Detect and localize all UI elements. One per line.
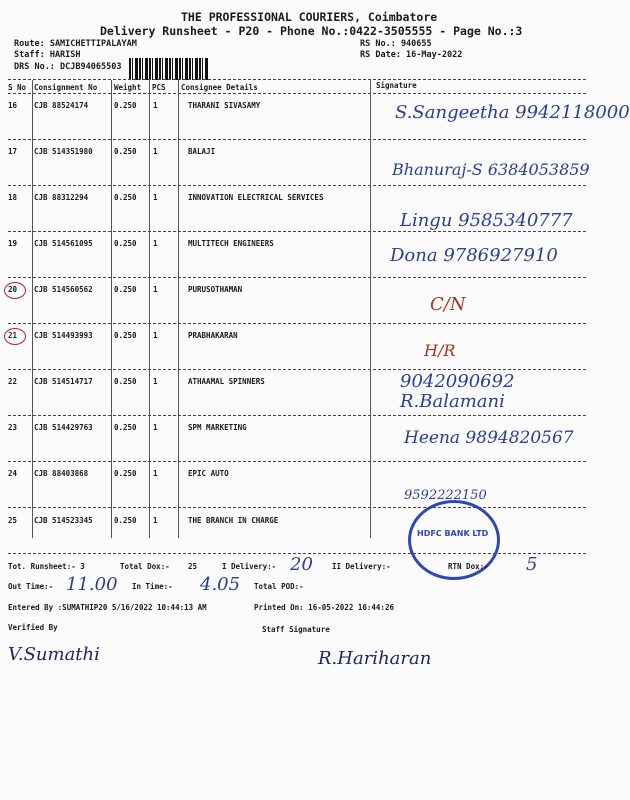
row-consignee: INNOVATION ELECTRICAL SERVICES <box>188 193 324 202</box>
col-pcs: PCS <box>152 83 166 92</box>
row-weight: 0.250 <box>114 101 137 110</box>
row-consignee: THE BRANCH IN CHARGE <box>188 516 279 525</box>
col-weight: Weight <box>114 83 142 92</box>
out-time-label: Out Time:- <box>8 582 54 591</box>
in-time-value: 4.05 <box>200 574 241 595</box>
row-signature: Lingu 9585340777 <box>400 210 573 231</box>
row-sno: 24 <box>8 469 18 478</box>
rs-date: RS Date: 16-May-2022 <box>360 50 463 60</box>
row-pcs: 1 <box>153 423 158 432</box>
row-pcs: 1 <box>153 469 158 478</box>
row-signature: Dona 9786927910 <box>390 245 558 266</box>
col-divider <box>149 80 150 538</box>
in-time-label: In Time:- <box>132 582 173 591</box>
out-time-value: 11.00 <box>66 574 118 595</box>
row-weight: 0.250 <box>114 423 137 432</box>
row-weight: 0.250 <box>114 469 137 478</box>
row-divider <box>8 369 586 370</box>
stamp-text: HDFC BANK LTD <box>417 529 489 538</box>
row-consignment: CJB 88403868 <box>34 469 89 478</box>
ii-delivery-label: II Delivery:- <box>332 562 391 571</box>
col-signature: Signature <box>376 81 417 90</box>
col-divider <box>178 80 179 538</box>
row-consignment: CJB 88524174 <box>34 101 89 110</box>
row-sno: 25 <box>8 516 18 525</box>
row-pcs: 1 <box>153 516 158 525</box>
total-pod-label: Total POD:- <box>254 582 304 591</box>
staff-signature-label: Staff Signature <box>262 625 330 634</box>
row-divider <box>8 323 586 324</box>
row-divider <box>8 139 586 140</box>
row-pcs: 1 <box>153 239 158 248</box>
row-divider <box>8 461 586 462</box>
staff-signature: R.Hariharan <box>318 648 432 669</box>
row-divider <box>8 277 586 278</box>
total-runsheet: Tot. Runsheet:- 3 <box>8 562 85 571</box>
row-weight: 0.250 <box>114 516 137 525</box>
col-consignment: Consignment No <box>34 83 98 92</box>
row-consignee: ATHAAMAL SPINNERS <box>188 377 265 386</box>
verified-by-label: Verified By <box>8 623 58 632</box>
row-sno: 21 <box>8 331 18 340</box>
row-sno: 20 <box>8 285 18 294</box>
row-consignee: PRABHAKARAN <box>188 331 238 340</box>
runsheet-subtitle: Delivery Runsheet - P20 - Phone No.:0422-3505555 - Page No.:3 <box>100 24 523 38</box>
rtn-dox-value: 5 <box>526 554 538 575</box>
row-consignee: PURUSOTHAMAN <box>188 285 243 294</box>
col-divider <box>370 80 371 538</box>
row-signature: S.Sangeetha 9942118000 <box>395 102 630 123</box>
row-sno: 18 <box>8 193 18 202</box>
total-dox-value: 25 <box>188 562 198 571</box>
staff: Staff: HARISH <box>14 50 81 60</box>
row-consignment: CJB 514351980 <box>34 147 93 156</box>
row-consignment: CJB 514560562 <box>34 285 93 294</box>
row-signature: 9592222150 <box>404 488 487 503</box>
row-consignee: THARANI SIVASAMY <box>188 101 261 110</box>
row-weight: 0.250 <box>114 285 137 294</box>
company-title: THE PROFESSIONAL COURIERS, Coimbatore <box>181 10 438 24</box>
row-divider <box>8 231 586 232</box>
i-delivery-value: 20 <box>290 554 313 575</box>
row-consignment: CJB 514561095 <box>34 239 93 248</box>
total-dox-label: Total Dox:- <box>120 562 170 571</box>
printed-on: Printed On: 16-05-2022 10:44:26 <box>254 603 394 612</box>
row-consignment: CJB 514523345 <box>34 516 93 525</box>
row-sno: 16 <box>8 101 18 110</box>
barcode <box>129 58 209 80</box>
row-consignment: CJB 514493993 <box>34 331 93 340</box>
row-pcs: 1 <box>153 101 158 110</box>
row-sno: 17 <box>8 147 18 156</box>
row-weight: 0.250 <box>114 193 137 202</box>
row-consignee: EPIC AUTO <box>188 469 229 478</box>
row-sno: 19 <box>8 239 18 248</box>
row-divider <box>8 415 586 416</box>
row-weight: 0.250 <box>114 147 137 156</box>
row-divider <box>8 185 586 186</box>
row-signature: H/R <box>424 341 456 360</box>
row-consignee: MULTITECH ENGINEERS <box>188 239 274 248</box>
row-consignee: BALAJI <box>188 147 216 156</box>
row-consignment: CJB 514514717 <box>34 377 93 386</box>
row-consignee: SPM MARKETING <box>188 423 247 432</box>
row-divider <box>8 507 586 508</box>
route: Route: SAMICHETTIPALAYAM <box>14 39 137 49</box>
row-sno: 23 <box>8 423 18 432</box>
col-divider <box>32 80 33 538</box>
rs-number: RS No.: 940655 <box>360 39 432 49</box>
row-pcs: 1 <box>153 193 158 202</box>
row-pcs: 1 <box>153 331 158 340</box>
row-consignment: CJB 514429763 <box>34 423 93 432</box>
row-pcs: 1 <box>153 377 158 386</box>
col-consignee: Consignee Details <box>181 83 258 92</box>
row-signature: 9042090692 R.Balamani <box>400 371 515 412</box>
col-divider <box>111 80 112 538</box>
header-bottom-rule <box>8 93 586 94</box>
row-pcs: 1 <box>153 147 158 156</box>
row-weight: 0.250 <box>114 377 137 386</box>
header-top-rule <box>8 79 586 80</box>
verifier-signature: V.Sumathi <box>8 644 100 665</box>
rtn-dox-label: RTN Dox:- <box>448 562 489 571</box>
i-delivery-label: I Delivery:- <box>222 562 277 571</box>
row-weight: 0.250 <box>114 239 137 248</box>
row-signature: Bhanuraj-S 6384053859 <box>392 160 590 179</box>
row-sno: 22 <box>8 377 18 386</box>
row-pcs: 1 <box>153 285 158 294</box>
col-sno: S No <box>8 83 27 92</box>
row-signature: C/N <box>430 294 466 315</box>
row-weight: 0.250 <box>114 331 137 340</box>
row-consignment: CJB 88312294 <box>34 193 89 202</box>
drs-number: DRS No.: DCJB94065503 <box>14 62 122 72</box>
row-signature: Heena 9894820567 <box>404 428 574 448</box>
entered-by: Entered By :SUMATHIP20 5/16/2022 10:44:13 AM <box>8 603 207 612</box>
